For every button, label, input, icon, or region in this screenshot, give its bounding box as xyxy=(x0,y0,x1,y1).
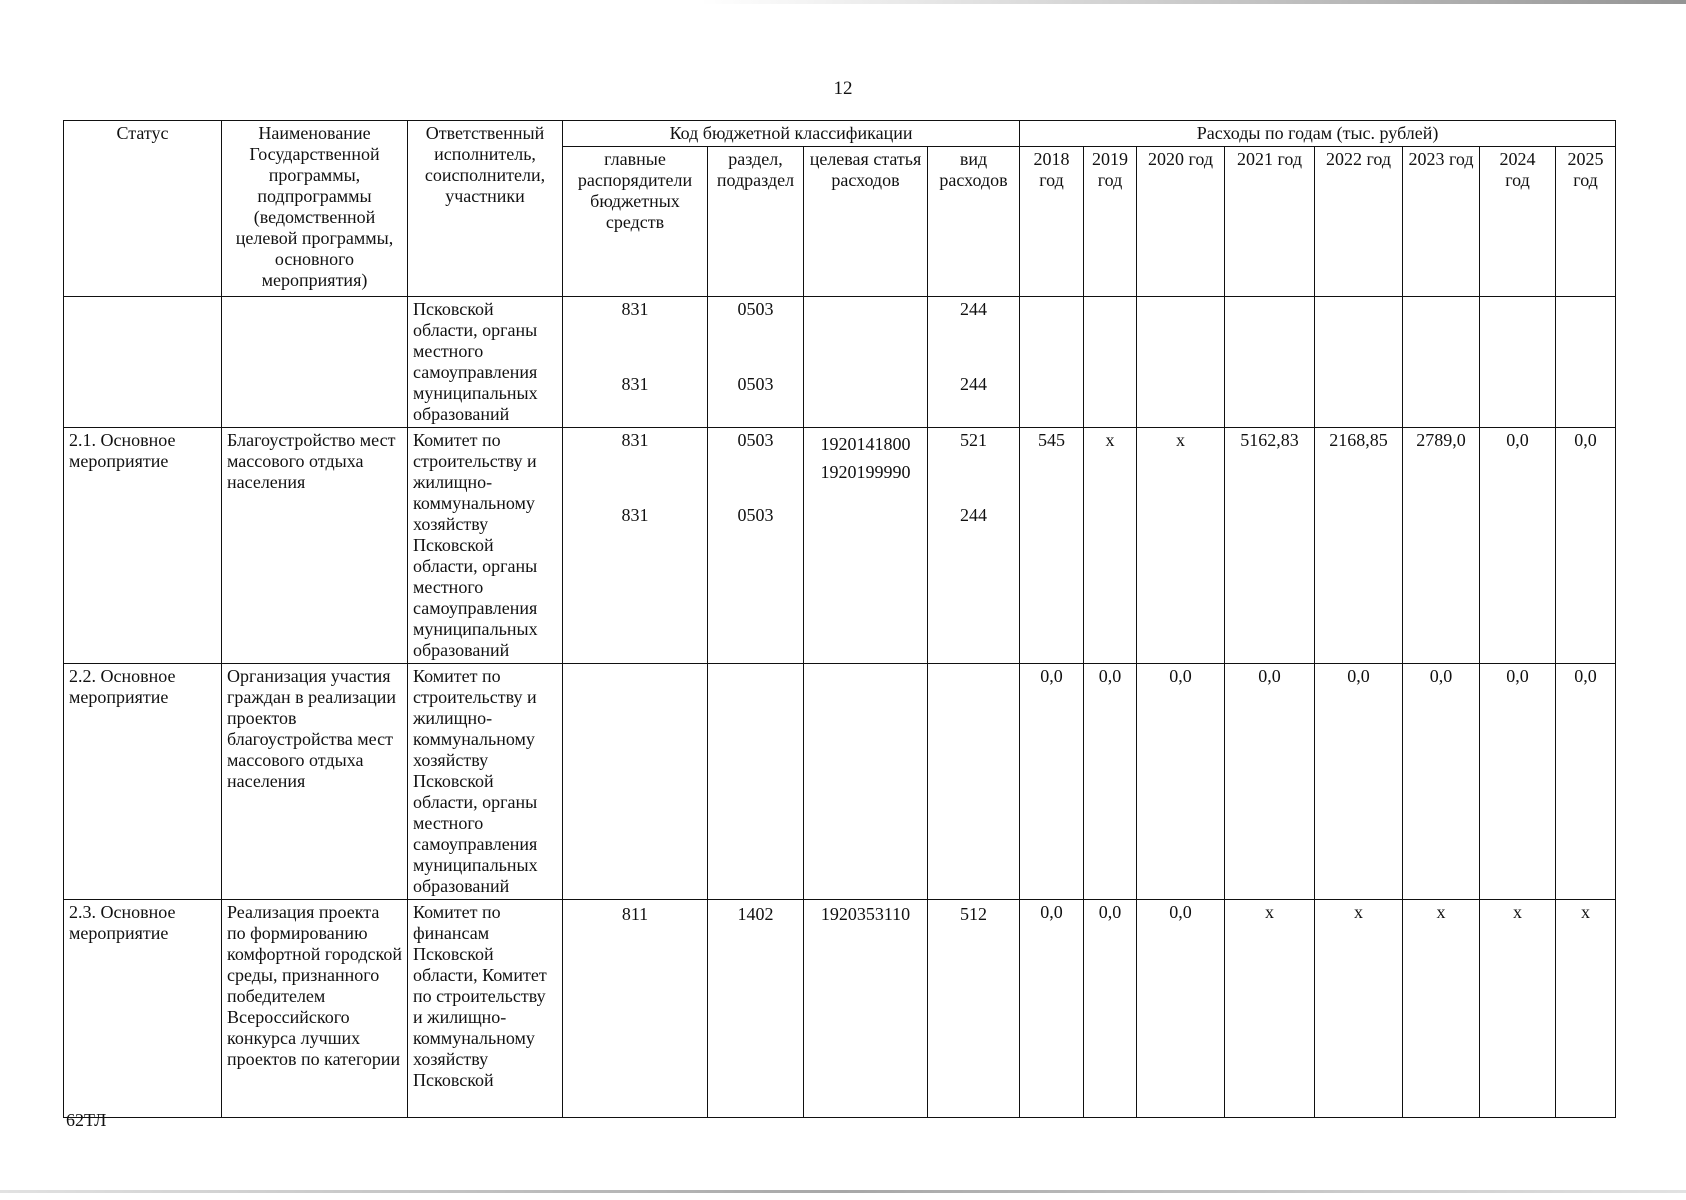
cell-value: 2789,0 xyxy=(1403,428,1480,664)
cell-value xyxy=(1403,297,1480,428)
cell-value xyxy=(1020,297,1084,428)
cell-name: Организация участия граждан в реализации проектов благоустройства мест массового отдыха населения xyxy=(222,664,408,900)
header-year: 2023 год xyxy=(1403,147,1480,297)
cell-value: x xyxy=(1556,900,1616,1118)
cell-razdel xyxy=(708,297,804,428)
vr-value: 521 xyxy=(960,430,988,450)
header-grbs: главные распорядители бюджетных средств xyxy=(563,147,708,297)
cell-grbs: 811 xyxy=(563,900,708,1118)
cell-executor: Комитет по финансам Псковской области, Комитет по строительству и жилищно-коммунальному хозяйству Псковской xyxy=(408,900,563,1118)
cell-value xyxy=(1315,297,1403,428)
header-year: 2019 год xyxy=(1084,147,1137,297)
header-budget-code: Код бюджетной классификации xyxy=(563,121,1020,147)
cell-csr xyxy=(804,664,928,900)
budget-table xyxy=(63,120,1616,1118)
cell-name xyxy=(222,297,408,428)
header-row-1 xyxy=(64,121,1616,147)
cell-value: 0,0 xyxy=(1137,900,1225,1118)
cell-value: 0,0 xyxy=(1556,664,1616,900)
header-year: 2018 год xyxy=(1020,147,1084,297)
cell-value: 0,0 xyxy=(1084,900,1137,1118)
cell-value: 0,0 xyxy=(1225,664,1315,900)
cell-value: x xyxy=(1084,428,1137,664)
vr-value: 244 xyxy=(960,505,988,525)
cell-value xyxy=(1480,297,1556,428)
cell-executor: Комитет по строительству и жилищно-коммунальному хозяйству Псковской области, органы местного самоуправления муниципальных образований xyxy=(408,664,563,900)
cell-csr xyxy=(804,297,928,428)
cell-value: 0,0 xyxy=(1315,664,1403,900)
cell-csr xyxy=(804,428,928,664)
grbs-value: 831 xyxy=(621,505,649,525)
cell-value: x xyxy=(1315,900,1403,1118)
cell-grbs xyxy=(563,664,708,900)
header-status: Статус xyxy=(64,121,222,297)
table-row xyxy=(64,297,1616,428)
header-year: 2022 год xyxy=(1315,147,1403,297)
cell-csr: 1920353110 xyxy=(804,900,928,1118)
cell-value: x xyxy=(1403,900,1480,1118)
table-row xyxy=(64,428,1616,664)
header-executor: Ответственный исполнитель, соисполнители, участники xyxy=(408,121,563,297)
cell-razdel: 1402 xyxy=(708,900,804,1118)
header-csr: целевая статья расходов xyxy=(804,147,928,297)
cell-razdel xyxy=(708,428,804,664)
cell-status: 2.3. Основное мероприятие xyxy=(64,900,222,1118)
cell-vr xyxy=(928,297,1020,428)
cell-value: 0,0 xyxy=(1480,428,1556,664)
header-vr: вид расходов xyxy=(928,147,1020,297)
cell-vr xyxy=(928,428,1020,664)
cell-value: 0,0 xyxy=(1556,428,1616,664)
razdel-value: 0503 xyxy=(737,374,774,394)
cell-value: 0,0 xyxy=(1020,900,1084,1118)
cell-vr: 512 xyxy=(928,900,1020,1118)
grbs-value: 831 xyxy=(621,430,649,450)
cell-value xyxy=(1084,297,1137,428)
cell-value xyxy=(1225,297,1315,428)
cell-grbs xyxy=(563,428,708,664)
cell-name: Реализация проекта по формированию комфортной городской среды, признанного победителем Всероссийского конкурса лучших проектов по категории xyxy=(222,900,408,1118)
scan-edge-bottom xyxy=(0,1190,1686,1193)
cell-value: 0,0 xyxy=(1084,664,1137,900)
vr-value: 244 xyxy=(960,374,988,394)
cell-value: x xyxy=(1480,900,1556,1118)
cell-status xyxy=(64,297,222,428)
cell-value xyxy=(1556,297,1616,428)
cell-status: 2.2. Основное мероприятие xyxy=(64,664,222,900)
csr-value: 1920141800 xyxy=(820,434,911,454)
cell-value: 545 xyxy=(1020,428,1084,664)
cell-name: Благоустройство мест массового отдыха населения xyxy=(222,428,408,664)
cell-value: 2168,85 xyxy=(1315,428,1403,664)
header-razdel: раздел, подраздел xyxy=(708,147,804,297)
cell-value: 0,0 xyxy=(1020,664,1084,900)
header-year: 2021 год xyxy=(1225,147,1315,297)
cell-vr xyxy=(928,664,1020,900)
cell-value: 0,0 xyxy=(1480,664,1556,900)
cell-value: x xyxy=(1137,428,1225,664)
header-name: Наименование Государственной программы, подпрограммы (ведомственной целевой программы, основного мероприятия) xyxy=(222,121,408,297)
scan-edge-top xyxy=(700,0,1686,4)
csr-value: 1920199990 xyxy=(820,462,911,482)
razdel-value: 0503 xyxy=(737,430,774,450)
grbs-value: 831 xyxy=(621,299,649,319)
page-number: 12 xyxy=(833,78,853,99)
table-row xyxy=(64,664,1616,900)
cell-status: 2.1. Основное мероприятие xyxy=(64,428,222,664)
grbs-value: 831 xyxy=(621,374,649,394)
header-year: 2020 год xyxy=(1137,147,1225,297)
cell-value: x xyxy=(1225,900,1315,1118)
footer-code: 62ТЛ xyxy=(66,1110,107,1130)
header-expenses: Расходы по годам (тыс. рублей) xyxy=(1020,121,1616,147)
razdel-value: 0503 xyxy=(737,505,774,525)
table-row xyxy=(64,900,1616,1118)
cell-executor: Комитет по строительству и жилищно-коммунальному хозяйству Псковской области, органы местного самоуправления муниципальных образований xyxy=(408,428,563,664)
cell-grbs xyxy=(563,297,708,428)
razdel-value: 0503 xyxy=(737,299,774,319)
cell-value: 5162,83 xyxy=(1225,428,1315,664)
vr-value: 244 xyxy=(960,299,988,319)
header-year: 2024 год xyxy=(1480,147,1556,297)
cell-value: 0,0 xyxy=(1137,664,1225,900)
header-year: 2025 год xyxy=(1556,147,1616,297)
cell-razdel xyxy=(708,664,804,900)
cell-executor: Псковской области, органы местного самоуправления муниципальных образований xyxy=(408,297,563,428)
cell-value: 0,0 xyxy=(1403,664,1480,900)
cell-value xyxy=(1137,297,1225,428)
